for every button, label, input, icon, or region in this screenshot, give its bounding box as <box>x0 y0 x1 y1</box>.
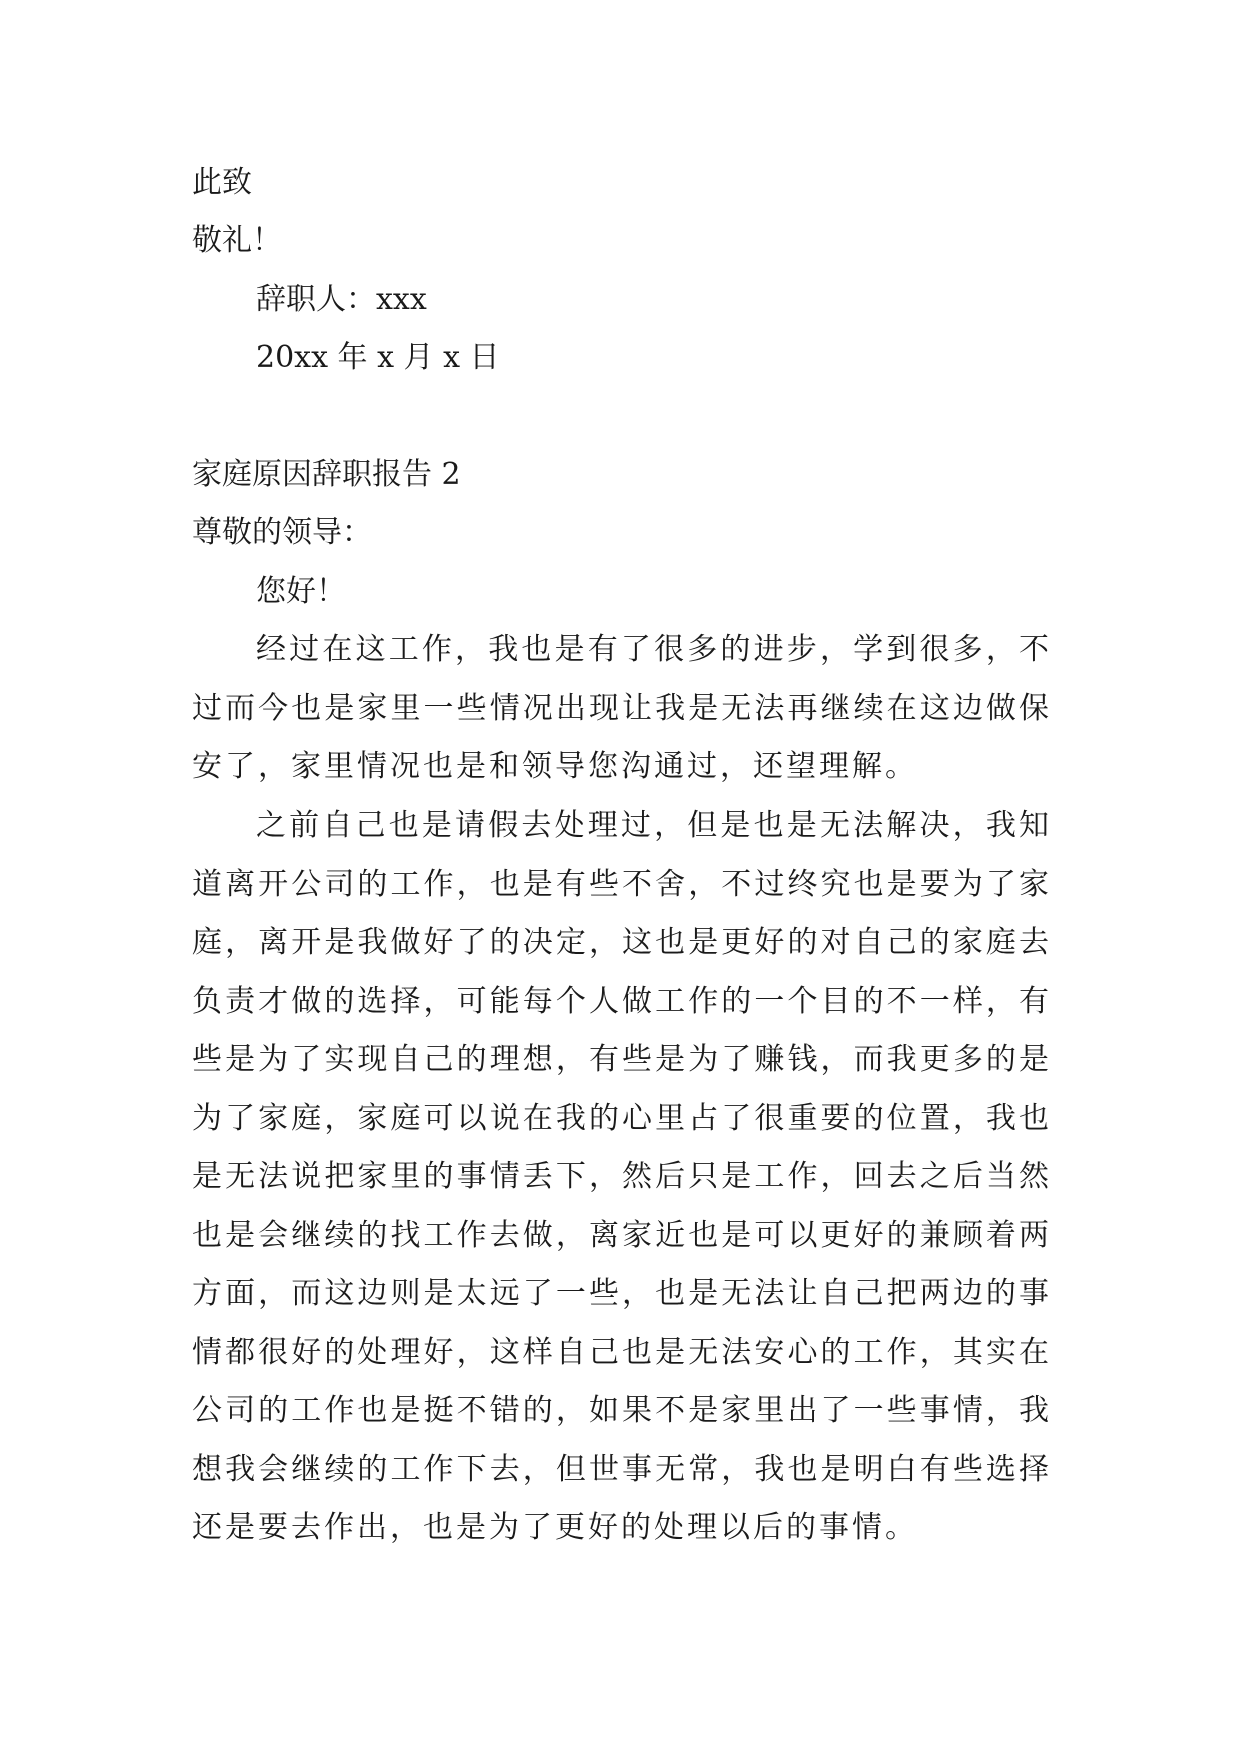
letter-title: 家庭原因辞职报告 2 <box>192 457 461 492</box>
salutation: 尊敬的领导： <box>192 515 372 550</box>
closing-jing-li: 敬礼！ <box>192 223 282 258</box>
date-line: 20xx 年 x 月 x 日 <box>256 340 500 375</box>
body-paragraph-1: 经过在这工作，我也是有了很多的进步，学到很多，不过而今也是家里一些情况出现让我是无法再继续在这边做保安了，家里情况也是和领导您沟通过，还望理解。 <box>192 632 1052 784</box>
closing-ci-zhi: 此致 <box>192 165 252 200</box>
greeting: 您好！ <box>256 574 346 609</box>
body-paragraph-2: 之前自己也是请假去处理过，但是也是无法解决，我知道离开公司的工作，也是有些不舍，不过终究也是要为了家庭，离开是我做好了的决定，这也是更好的对自己的家庭去负责才做的选择，可能每个人做工作的一个目的不一样，有些是为了实现自己的理想，有些是为了赚钱，而我更多的是为了家庭，家庭可以说在我的心里占了很重要的位置，我也是无法说把家里的事情丢下，然后只是工作，回去之后当然也是会继续的找工作去做，离家近也是可以更好的兼顾着两方面，而这边则是太远了一些，也是无法让自己把两边的事情都很好的处理好，这样自己也是无法安心的工作，其实在公司的工作也是挺不错的，如果不是家里出了一些事情，我想我会继续的工作下去，但世事无常，我也是明白有些选择还是要去作出，也是为了更好的处理以后的事情。 <box>192 808 1052 1545</box>
signer-line: 辞职人：xxx <box>256 282 427 317</box>
